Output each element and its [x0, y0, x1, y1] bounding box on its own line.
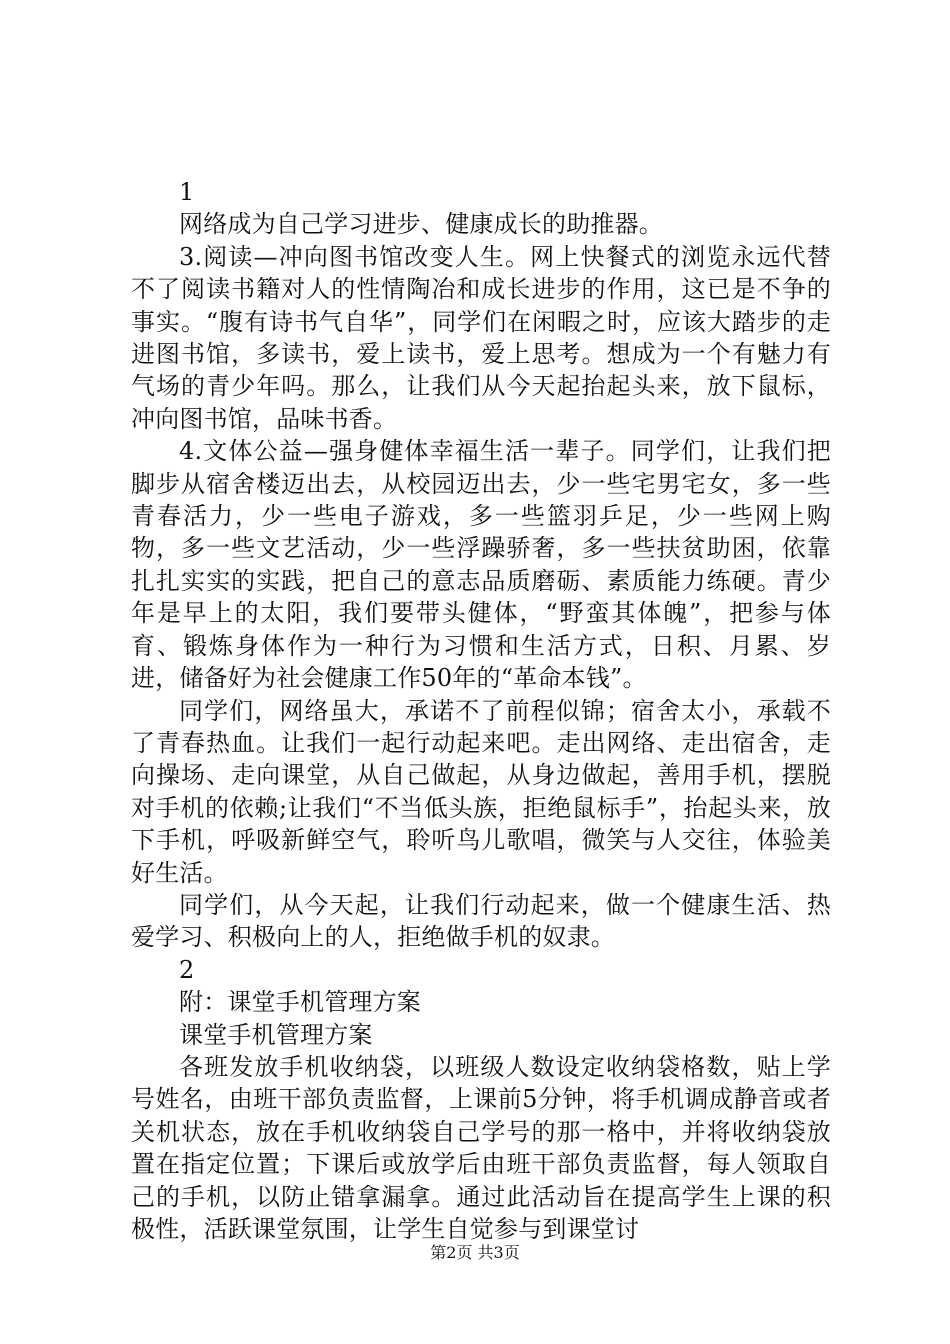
paragraph-phone-plan: 各班发放手机收纳袋，以班级人数设定收纳袋格数，贴上学号姓名，由班干部负责监督，上课前5分钟，将手机调成静音或者关机状态，放在手机收纳袋自己学号的那一格中，并将收纳袋放置在指定位置；下课后或放学后由班干部负责监督，每人领取自己的手机，以防止错拿漏拿。通过此活动旨在提高学生上课的积极性，活跃课堂氛围，让学生自觉参与到课堂讨	[131, 1052, 831, 1243]
page-marker-2: 2	[179, 955, 195, 984]
page-marker-1: 1	[179, 178, 195, 206]
appendix-title: 课堂手机管理方案	[179, 1020, 373, 1049]
paragraph-sports: 4.文体公益—强身健体幸福生活一辈子。同学们，让我们把脚步从宿舍楼迈出去，从校园迈出去，少一些宅男宅女，多一些青春活力，少一些电子游戏，多一些篮羽乒足，少一些网上购物，多一些文艺活动，少一些浮躁骄奢，多一些扶贫助困，依靠扎扎实实的实践，把自己的意志品质磨砺、素质能力练硬。青少年是早上的太阳，我们要带头健体，“野蛮其体魄”，把参与体育、锻炼身体作为一种行为习惯和生活方式，日积、月累、岁进，储备好为社会健康工作50年的“革命本钱”。	[131, 437, 831, 693]
paragraph-intro-tail: 网络成为自己学习进步、健康成长的助推器。	[179, 210, 663, 239]
paragraph-reading: 3.阅读—冲向图书馆改变人生。网上快餐式的浏览永远代替不了阅读书籍对人的性情陶冶和成长进步的作用，这已是不争的事实。“腹有诗书气自华”，同学们在闲暇之时，应该大踏步的走进图书馆，多读书，爱上读书，爱上思考。想成为一个有魅力有气场的青少年吗。那么，让我们从今天起抬起头来，放下鼠标，冲向图书馆，品味书香。	[131, 242, 831, 433]
page-footer: 第2页 共3页	[430, 1243, 520, 1262]
document-body	[131, 176, 831, 1245]
paragraph-call-to-action: 同学们，网络虽大，承诺不了前程似锦；宿舍太小，承载不了青春热血。让我们一起行动起来吧。走出网络、走出宿舍，走向操场、走向课堂，从自己做起，从身边做起，善用手机，摆脱对手机的依赖;让我们“不当低头族，拒绝鼠标手”，抬起头来，放下手机，呼吸新鲜空气，聆听鸟儿歌唱，微笑与人交往，体验美好生活。	[131, 696, 831, 887]
paragraph-conclusion: 同学们，从今天起，让我们行动起来，做一个健康生活、热爱学习、积极向上的人，拒绝做手机的奴隶。	[131, 890, 831, 952]
appendix-heading: 附：课堂手机管理方案	[179, 988, 421, 1017]
